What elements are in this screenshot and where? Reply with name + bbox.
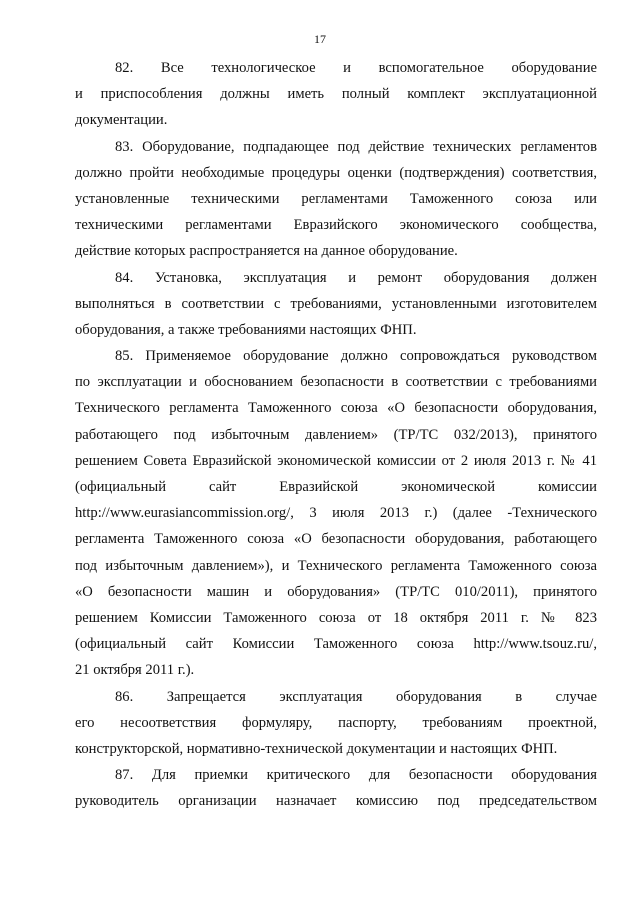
text-line: его несоответствия формуляру, паспорту, требованиям проектной, <box>75 714 597 731</box>
text-line: должно пройти необходимые процедуры оценки (подтверждения) соответствия, <box>75 164 597 181</box>
text-line: регламента Таможенного союза «О безопасности оборудования, работающего <box>75 531 597 548</box>
text-line: действие которых распространяется на данное оборудование. <box>75 243 458 260</box>
text-line: 21 октября 2011 г.). <box>75 662 195 679</box>
paragraph-82 <box>75 55 597 134</box>
text-line: работающего под избыточным давлением» (ТР/ТС 032/2013), принятого <box>75 426 597 443</box>
text-line: 83. Оборудование, подпадающее под действие технических регламентов <box>115 138 597 155</box>
text-line: 87. Для приемки критического для безопасности оборудования <box>115 767 597 784</box>
text-line: 84. Установка, эксплуатация и ремонт оборудования должен <box>115 269 597 286</box>
paragraph-87 <box>75 762 597 814</box>
text-line: оборудования, а также требованиями настоящих ФНП. <box>75 321 417 338</box>
text-line: http://www.eurasiancommission.org/, 3 июля 2013 г.) (далее -Технического <box>75 505 597 522</box>
text-line: 82. Все технологическое и вспомогательное оборудование <box>115 60 597 76</box>
text-line: (официальный сайт Евразийской экономической комиссии <box>75 479 597 495</box>
text-line: и приспособления должны иметь полный комплект эксплуатационной <box>75 86 597 103</box>
text-line: Технического регламента Таможенного союза «О безопасности оборудования, <box>75 400 597 417</box>
paragraph-86 <box>75 684 597 763</box>
text-line: установленные техническими регламентами Таможенного союза или <box>75 190 597 207</box>
text-line: «О безопасности машин и оборудования» (ТР/ТС 010/2011), принятого <box>75 583 597 600</box>
paragraph-85 <box>75 343 597 683</box>
text-line: руководитель организации назначает комиссию под председательством <box>75 793 597 810</box>
paragraph-84 <box>75 265 597 344</box>
text-line: по эксплуатации и обоснованием безопасности в соответствии с требованиями <box>75 374 597 391</box>
text-line: решением Совета Евразийской экономической комиссии от 2 июля 2013 г. № 41 <box>75 452 597 469</box>
text-line: 85. Применяемое оборудование должно сопровождаться руководством <box>115 348 597 365</box>
text-line: 86. Запрещается эксплуатация оборудования в случае <box>115 688 597 705</box>
text-line: под избыточным давлением»), и Технического регламента Таможенного союза <box>75 557 597 574</box>
text-line: (официальный сайт Комиссии Таможенного союза http://www.tsouz.ru/, <box>75 636 597 653</box>
text-line: техническими регламентами Евразийского экономического сообщества, <box>75 217 597 234</box>
page-number: 17 <box>314 32 326 46</box>
text-line: конструкторской, нормативно-технической документации и настоящих ФНП. <box>75 740 558 757</box>
document-body <box>75 55 597 814</box>
text-line: выполняться в соответствии с требованиями, установленными изготовителем <box>75 295 597 312</box>
text-line: решением Комиссии Таможенного союза от 18 октября 2011 г. № 823 <box>75 609 597 626</box>
paragraph-83 <box>75 134 597 265</box>
text-line: документации. <box>75 112 168 129</box>
